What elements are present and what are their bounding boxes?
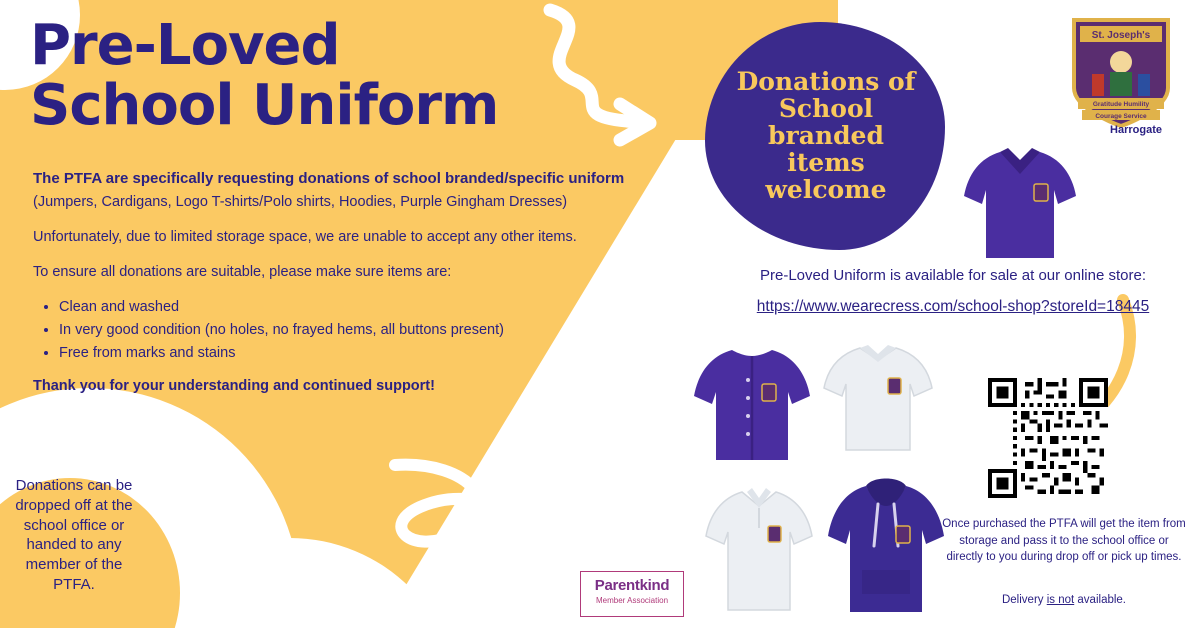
conditions-list xyxy=(33,297,703,364)
qr-code-icon[interactable] xyxy=(988,378,1108,498)
title-line-1: Pre-Loved xyxy=(30,13,340,78)
page-title xyxy=(30,13,650,138)
list-item: • In very good condition (no holes, no frayed hems, all buttons present) xyxy=(59,320,703,341)
storage-note: Unfortunately, due to limited storage space, we are unable to accept any other items. xyxy=(33,228,577,245)
suitable-intro: To ensure all donations are suitable, please make sure items are: xyxy=(33,263,452,280)
online-store-link[interactable]: https://www.wearecress.com/school-shop?storeId=18445 xyxy=(756,298,1150,315)
crest-location-label: Harrogate xyxy=(1110,124,1162,136)
request-heading: The PTFA are specifically requesting donations of school branded/specific uniform xyxy=(33,170,625,187)
polo-product-image xyxy=(700,478,818,623)
parentkind-logo xyxy=(580,571,684,617)
svg-text:Gratitude Humility: Gratitude Humility xyxy=(1092,101,1150,108)
jumper-product-image xyxy=(960,140,1080,265)
delivery-note xyxy=(940,594,1188,606)
delivery-suffix: available. xyxy=(1074,594,1127,606)
donations-line-5: welcome xyxy=(765,175,887,204)
parentkind-name: Parentkind xyxy=(594,577,670,594)
donations-line-1: Donations of xyxy=(736,67,916,96)
purchase-note: Once purchased the PTFA will get the item from storage and pass it to the school office or directly to you during drop off or pick up times. xyxy=(942,518,1186,564)
svg-text:Courage Service: Courage Service xyxy=(1095,113,1147,120)
parentkind-subtitle: Member Association xyxy=(595,596,669,605)
school-crest-icon xyxy=(1066,14,1176,132)
donations-blob-text xyxy=(715,68,937,203)
list-item: • Clean and washed xyxy=(59,297,703,318)
thanks-note: Thank you for your understanding and continued support! xyxy=(33,377,435,394)
hoodie-product-image xyxy=(822,470,950,625)
donations-line-3: branded xyxy=(768,121,884,150)
donations-line-2: School xyxy=(778,94,874,123)
tshirt-product-image xyxy=(818,338,938,458)
list-item: • Free from marks and stains xyxy=(59,343,703,364)
request-items: (Jumpers, Cardigans, Logo T-shirts/Polo shirts, Hoodies, Purple Gingham Dresses) xyxy=(33,193,568,210)
donations-line-4: items xyxy=(787,148,865,177)
cardigan-product-image xyxy=(690,340,815,465)
svg-text:St. Joseph's: St. Joseph's xyxy=(1091,30,1151,41)
squiggle-loop-icon xyxy=(360,455,580,628)
dropoff-note: Donations can be dropped off at the school office or handed to any member of the PTFA. xyxy=(15,477,133,593)
online-store-line: Pre-Loved Uniform is available for sale at our online store: xyxy=(759,267,1147,284)
delivery-prefix: Delivery xyxy=(1001,594,1047,606)
title-line-2: School Uniform xyxy=(30,73,499,138)
delivery-emphasis: is not xyxy=(1046,594,1075,606)
left-body-text xyxy=(33,168,703,397)
